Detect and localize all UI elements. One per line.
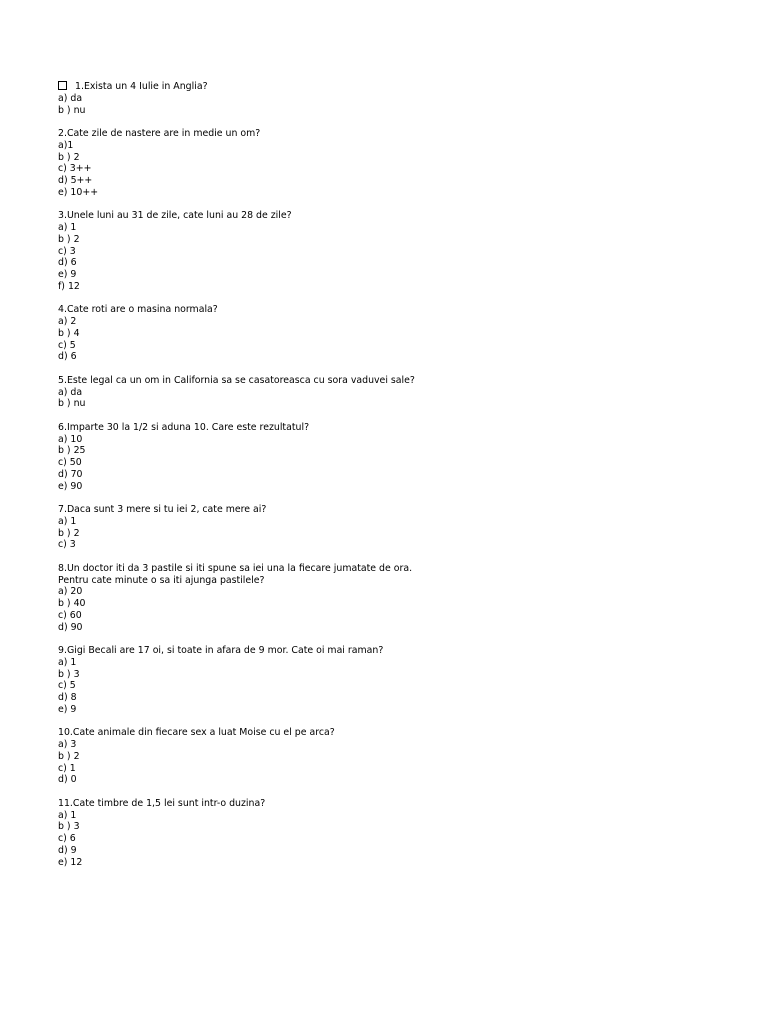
- answer-option: a) 20: [58, 586, 83, 598]
- question-text: [58, 81, 748, 93]
- answer-option: d) 5++: [58, 175, 93, 186]
- question-block: [58, 81, 748, 116]
- answer-option: b ) 2: [58, 750, 80, 762]
- answer-option: c) 60: [58, 609, 82, 621]
- question-text: [58, 575, 748, 587]
- question-block: [58, 563, 748, 634]
- checkbox-icon: [58, 81, 67, 90]
- answer-option: a)1: [58, 139, 74, 151]
- answer-option: c) 5: [58, 339, 76, 351]
- answer-option: d) 0: [58, 774, 77, 786]
- question-label: 6.Imparte 30 la 1/2 si aduna 10. Care este rezultatul?: [58, 421, 310, 433]
- answer-option: b ) 2: [58, 527, 80, 539]
- answer-option: e) 9: [58, 703, 77, 715]
- question-block: [58, 128, 748, 199]
- answer-option: c) 6: [58, 833, 76, 844]
- question-text: [58, 210, 748, 222]
- question-label: Pentru cate minute o sa iti ajunga pastilele?: [58, 574, 265, 586]
- question-label: 9.Gigi Becali are 17 oi, si toate in afara de 9 mor. Cate oi mai raman?: [58, 645, 384, 656]
- answer-option: a) 1: [58, 656, 77, 668]
- question-text: [58, 304, 748, 316]
- answer-option: a) da: [58, 386, 83, 398]
- answer-option: b ) 25: [58, 445, 86, 457]
- question-text: [58, 645, 748, 657]
- answer-option: b ) 2: [58, 151, 80, 163]
- answer-option: a) 3: [58, 739, 77, 750]
- answer-option: d) 8: [58, 692, 77, 703]
- question-block: [58, 422, 748, 493]
- answer-option: b ) 4: [58, 327, 80, 339]
- question-label: 7.Daca sunt 3 mere si tu iei 2, cate mere ai?: [58, 504, 267, 515]
- question-block: [58, 645, 748, 716]
- question-text: [58, 504, 748, 516]
- question-block: [58, 210, 748, 292]
- answer-option: b ) 3: [58, 821, 80, 833]
- answer-option: b ) nu: [58, 104, 86, 116]
- answer-option: d) 9: [58, 844, 77, 856]
- answer-option: a) 1: [58, 515, 77, 527]
- question-block: [58, 304, 748, 363]
- answer-option: c) 3: [58, 245, 76, 257]
- question-text: [58, 375, 748, 387]
- answer-option: e) 9: [58, 269, 77, 280]
- question-text: [58, 422, 748, 434]
- answer-option: c) 50: [58, 457, 82, 468]
- question-block: [58, 798, 748, 869]
- answer-option: d) 6: [58, 351, 77, 363]
- answer-option: f) 12: [58, 280, 80, 292]
- question-text: [58, 727, 748, 739]
- answer-option: b ) 3: [58, 668, 80, 680]
- question-block: [58, 727, 748, 786]
- answer-option: a) 2: [58, 316, 77, 327]
- answer-option: d) 6: [58, 257, 77, 269]
- answer-option: e) 12: [58, 856, 83, 868]
- question-label: 11.Cate timbre de 1,5 lei sunt intr-o duzina?: [58, 797, 266, 809]
- answer-option: c) 3++: [58, 163, 92, 175]
- question-block: [58, 504, 748, 551]
- answer-option: b ) 40: [58, 598, 86, 609]
- answer-option: b ) 2: [58, 233, 80, 245]
- quiz-document: [58, 81, 748, 880]
- answer-option: d) 70: [58, 468, 83, 480]
- answer-option: c) 3: [58, 539, 76, 551]
- answer-option: c) 5: [58, 680, 76, 692]
- question-label: 4.Cate roti are o masina normala?: [58, 304, 218, 316]
- question-label: 5.Este legal ca un om in California sa se casatoreasca cu sora vaduvei sale?: [58, 374, 415, 386]
- question-label: 8.Un doctor iti da 3 pastile si iti spune sa iei una la fiecare jumatate de ora.: [58, 562, 413, 574]
- question-block: [58, 375, 748, 410]
- question-label: 2.Cate zile de nastere are in medie un om?: [58, 128, 261, 139]
- answer-option: e) 10++: [58, 186, 99, 198]
- answer-option: a) da: [58, 92, 83, 104]
- answer-option: c) 1: [58, 762, 76, 774]
- answer-option: a) 10: [58, 433, 83, 445]
- answer-option: a) 1: [58, 809, 77, 821]
- question-text: [58, 563, 748, 575]
- answer-option: d) 90: [58, 621, 83, 633]
- answer-option: e) 90: [58, 480, 83, 492]
- question-text: [58, 798, 748, 810]
- question-label: 3.Unele luni au 31 de zile, cate luni au 28 de zile?: [58, 210, 292, 222]
- question-label: 10.Cate animale din fiecare sex a luat Moise cu el pe arca?: [58, 727, 335, 739]
- question-label: 1.Exista un 4 Iulie in Anglia?: [75, 81, 208, 92]
- answer-option: a) 1: [58, 222, 77, 233]
- question-text: [58, 128, 748, 140]
- answer-option: b ) nu: [58, 398, 86, 410]
